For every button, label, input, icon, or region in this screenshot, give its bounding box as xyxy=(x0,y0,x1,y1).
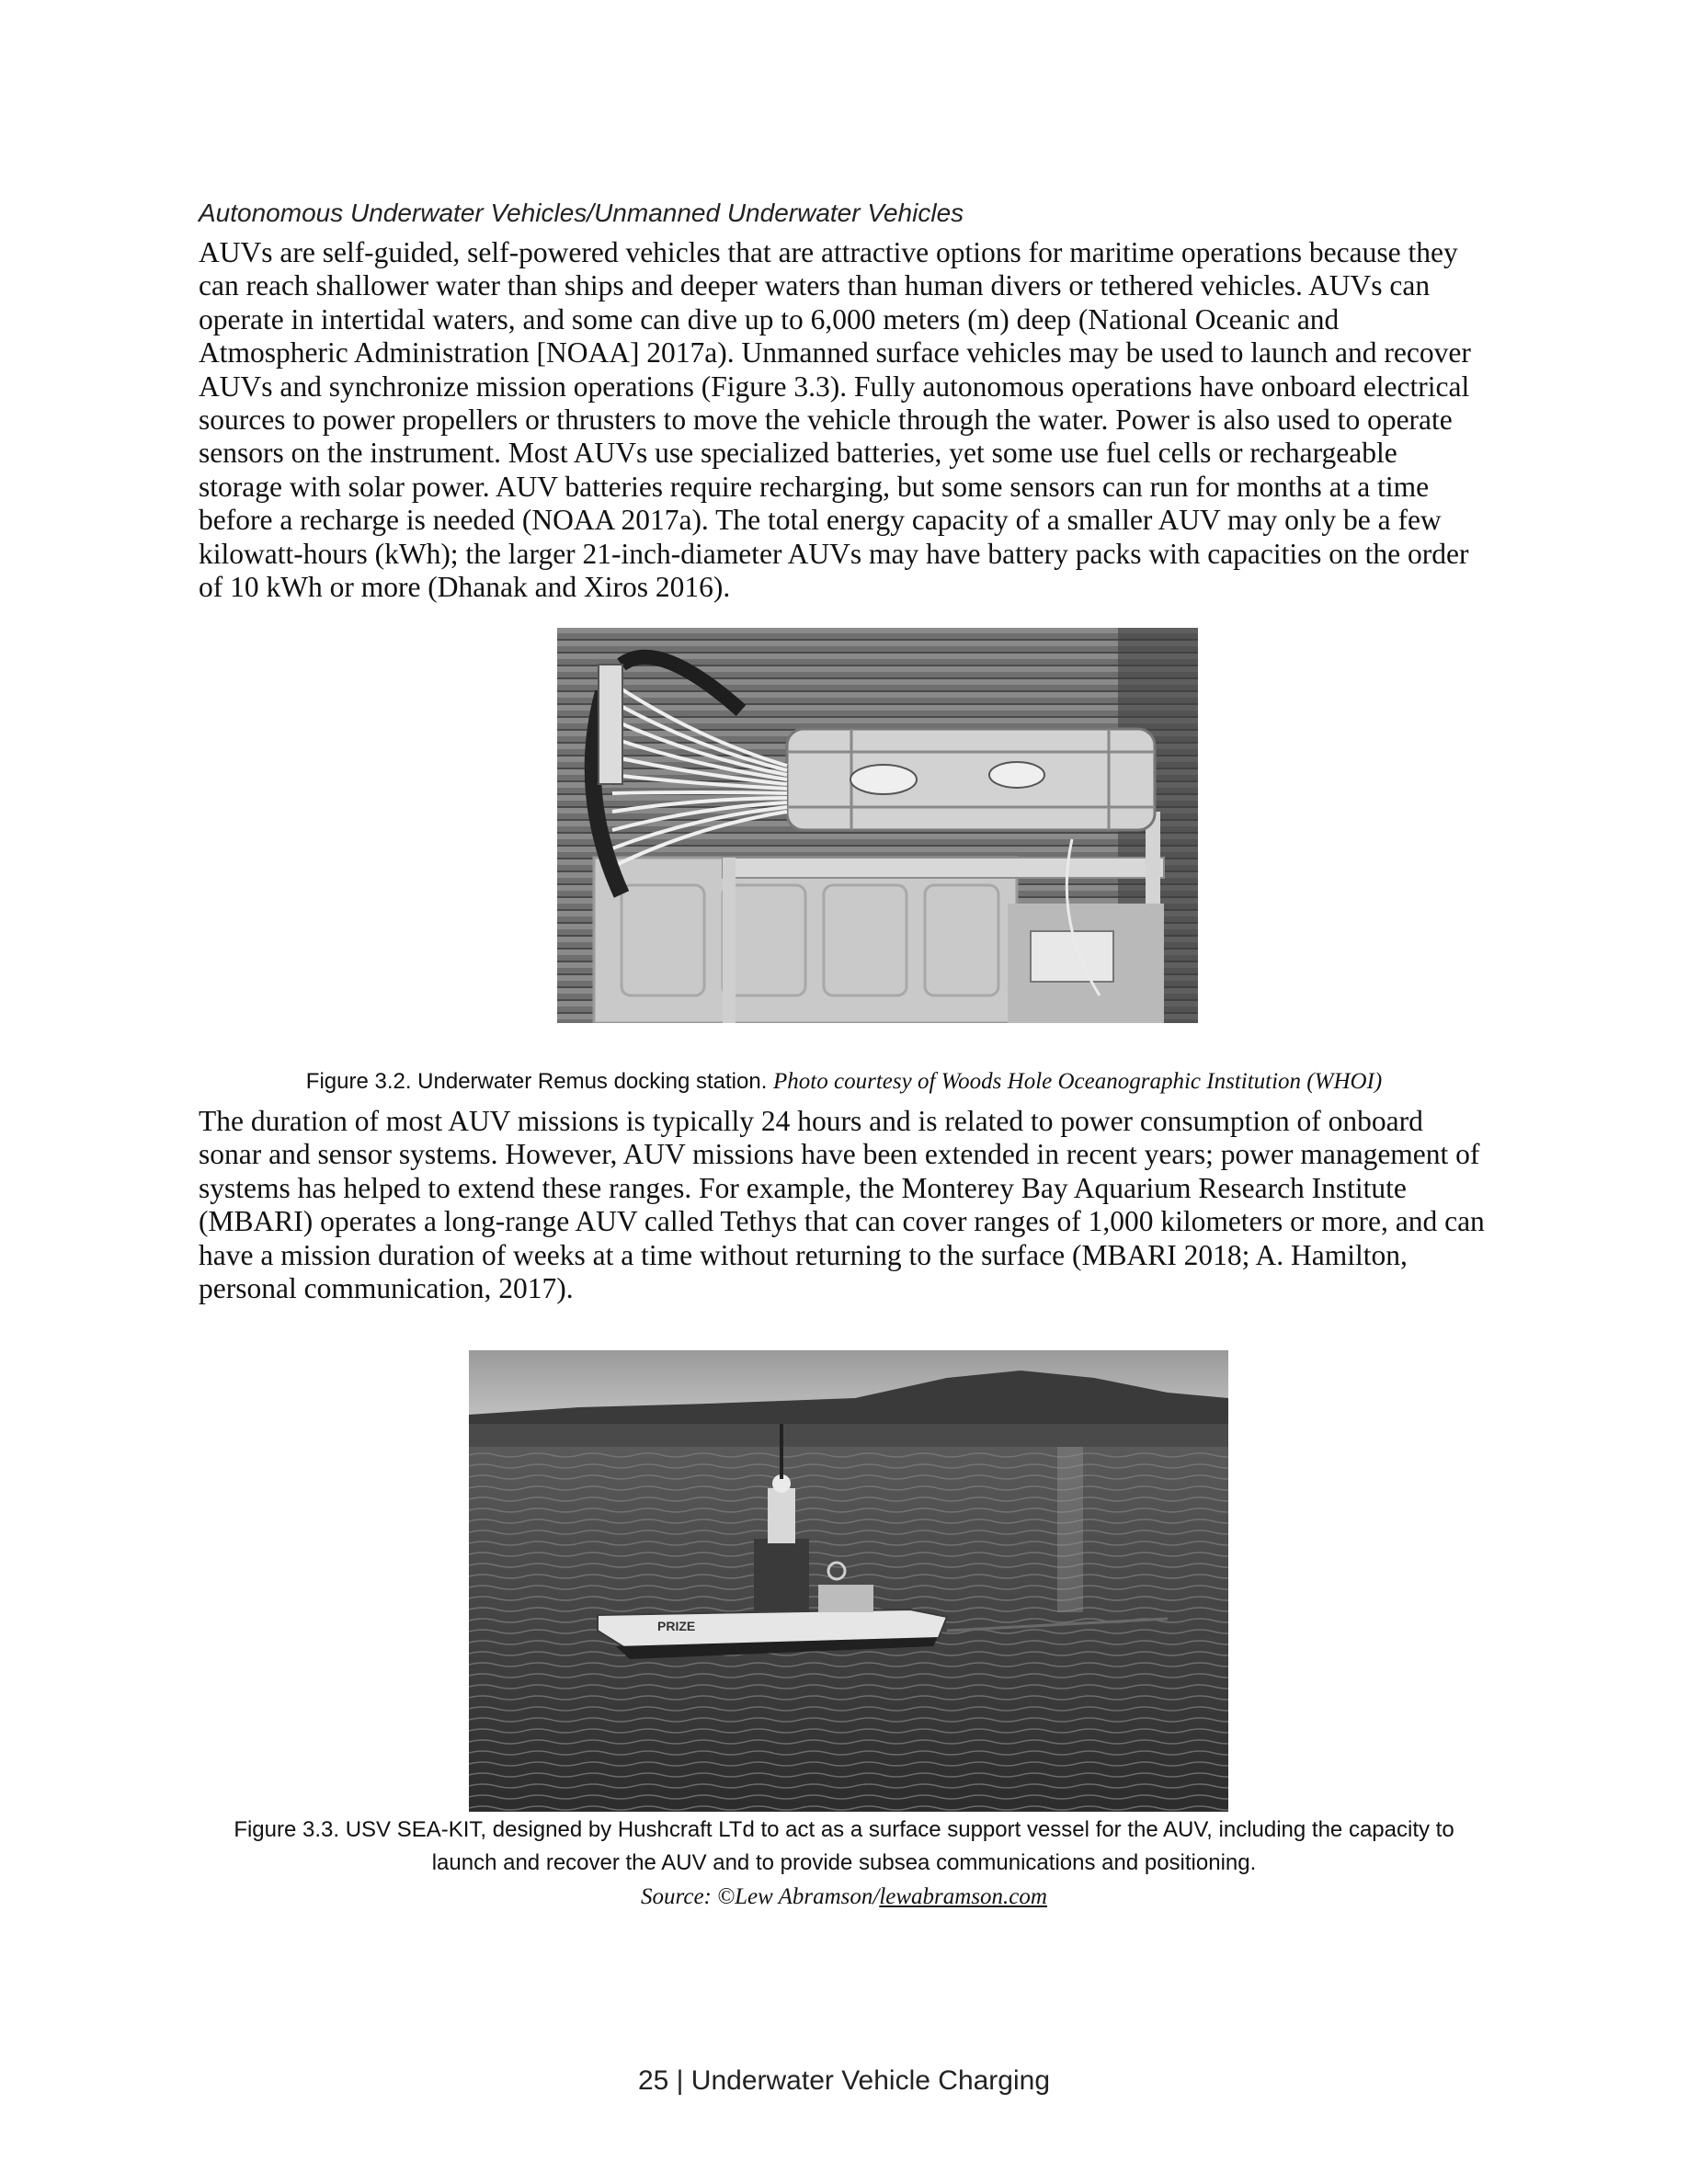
paragraph-line: Atmospheric Administration [NOAA] 2017a). Unmanned surface vehicles may be used to launch and recover xyxy=(199,336,1471,370)
figure-3-2-photo-credit: Photo courtesy of Woods Hole Oceanographic Institution (WHOI) xyxy=(773,1069,1383,1094)
paragraph-line: AUVs and synchronize mission operations (Figure 3.3). Fully autonomous operations have onboard electrical xyxy=(199,370,1470,403)
figure-3-2-caption xyxy=(0,1069,1688,1095)
paragraph-line: sensors on the instrument. Most AUVs use specialized batteries, yet some use fuel cells or rechargeable xyxy=(199,437,1397,470)
paragraph-line: sources to power propellers or thrusters to move the vehicle through the water. Power is also used to operate xyxy=(199,404,1453,437)
source-link[interactable]: lewabramson.com xyxy=(879,1884,1047,1909)
paragraph-line: operate in intertidal waters, and some can dive up to 6,000 meters (m) deep (National Oceanic and xyxy=(199,302,1340,336)
paragraph-line: before a recharge is needed (NOAA 2017a). The total energy capacity of a smaller AUV may only be a few xyxy=(199,504,1442,537)
figure-3-3-caption-line-1: Figure 3.3. USV SEA-KIT, designed by Hushcraft LTd to act as a surface support vessel for the AUV, including the capacity to xyxy=(234,1817,1454,1842)
remus-photo-illustration xyxy=(557,628,1198,1023)
figure-3-2-caption-label: Figure 3.2. Underwater Remus docking station. xyxy=(305,1069,768,1094)
paragraph-line: personal communication, 2017). xyxy=(199,1272,574,1305)
usv-sea-kit-photo xyxy=(469,1350,1228,1812)
paragraph-line: The duration of most AUV missions is typically 24 hours and is related to power consumption of onboard xyxy=(199,1105,1423,1137)
paragraph-line: AUVs are self-guided, self-powered vehicles that are attractive options for maritime operations because they xyxy=(199,236,1458,268)
figure-3-3-source xyxy=(0,1884,1688,1910)
page-footer: 25 | Underwater Vehicle Charging xyxy=(637,2065,1051,2096)
paragraph-line: systems has helped to extend these ranges. For example, the Monterey Bay Aquarium Research Institute xyxy=(199,1171,1407,1204)
figure-3-3-caption-line-2: launch and recover the AUV and to provide subsea communications and positioning. xyxy=(431,1850,1257,1875)
body-paragraph-auvs xyxy=(199,236,1504,604)
paragraph-line: have a mission duration of weeks at a time without returning to the surface (MBARI 2018; A. Hamilton, xyxy=(199,1238,1408,1271)
paragraph-line: storage with solar power. AUV batteries require recharging, but some sensors can run for months at a time xyxy=(199,470,1430,503)
boat-hull-text: PRIZE xyxy=(657,1619,696,1633)
section-heading: Autonomous Underwater Vehicles/Unmanned Underwater Vehicles xyxy=(199,199,964,227)
paragraph-line: can reach shallower water than ships and deeper waters than human divers or tethered vehicles. AUVs can xyxy=(199,269,1431,302)
paragraph-line: (MBARI) operates a long-range AUV called Tethys that can cover ranges of 1,000 kilometers or more, and can xyxy=(199,1205,1485,1238)
body-paragraph-mission-duration xyxy=(199,1105,1504,1305)
source-prefix: Source: ©Lew Abramson/ xyxy=(641,1884,880,1909)
sea-kit-photo-illustration xyxy=(469,1350,1228,1812)
paragraph-line: kilowatt-hours (kWh); the larger 21-inch-diameter AUVs may have battery packs with capacities on the order xyxy=(199,537,1469,570)
paragraph-line: of 10 kWh or more (Dhanak and Xiros 2016). xyxy=(199,571,731,604)
paragraph-line: sonar and sensor systems. However, AUV missions have been extended in recent years; power management of xyxy=(199,1138,1480,1171)
remus-docking-station-photo xyxy=(557,628,1198,1023)
